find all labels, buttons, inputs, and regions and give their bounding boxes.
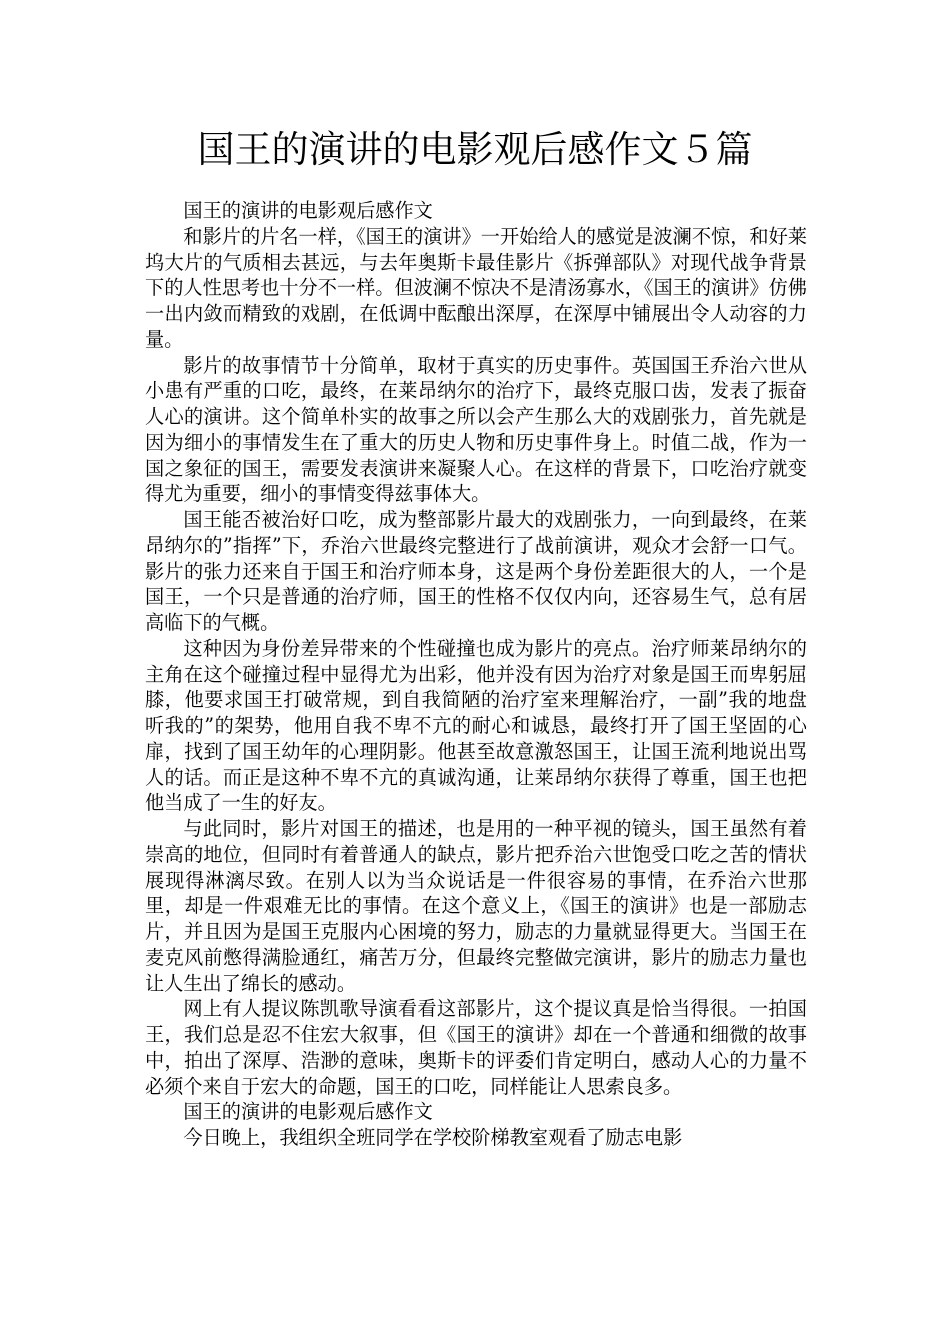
document-title: 国王的演讲的电影观后感作文５篇 [197, 128, 753, 171]
section-heading: 国王的演讲的电影观后感作文 [183, 199, 433, 222]
paragraph: 国王能否被治好口吃，成为整部影片最大的戏剧张力，一向到最终，在莱昂纳尔的”指挥”下，乔治六世最终完整进行了战前演讲，观众才会舒一口气。影片的张力还来自于国王和治疗师本身，这是两个身份差距很大的人，一个是国王，一个只是普通的治疗师，国王的性格不仅仅内向，还容易生气，总有居高临下的气概。 [145, 508, 807, 634]
paragraph: 网上有人提议陈凯歌导演看看这部影片，这个提议真是恰当得很。一拍国王，我们总是忍不住宏大叙事，但《国王的演讲》却在一个普通和细微的故事中，拍出了深厚、浩渺的意味，奥斯卡的评委们肯定明白，感动人心的力量不必须个来自于宏大的命题，国王的口吃，同样能让人思索良多。 [145, 997, 807, 1098]
section-heading: 国王的演讲的电影观后感作文 [183, 1100, 433, 1124]
paragraph: 与此同时，影片对国王的描述，也是用的一种平视的镜头，国王虽然有着崇高的地位，但同时有着普通人的缺点，影片把乔治六世饱受口吃之苦的情状展现得淋漓尽致。在别人以为当众说话是一件很容易的事情，在乔治六世那里，却是一件艰难无比的事情。在这个意义上，《国王的演讲》也是一部励志片，并且因为是国王克服内心困境的努力，励志的力量就显得更大。当国王在麦克风前憋得满脸通红，痛苦万分，但最终完整做完演讲，影片的励志力量也让人生出了绵长的感动。 [145, 817, 807, 995]
paragraph: 和影片的片名一样，《国王的演讲》一开始给人的感觉是波澜不惊，和好莱坞大片的气质相去甚远，与去年奥斯卡最佳影片《拆弹部队》对现代战争背景下的人性思考也十分不一样。但波澜不惊决不是清汤寡水，《国王的演讲》仿佛一出内敛而精致的戏剧，在低调中酝酿出深厚，在深厚中铺展出令人动容的力量。 [145, 224, 807, 351]
paragraph: 这种因为身份差异带来的个性碰撞也成为影片的亮点。治疗师莱昂纳尔的主角在这个碰撞过程中显得尤为出彩，他并没有因为治疗对象是国王而卑躬屈膝，他要求国王打破常规，到自我简陋的治疗室来理解治疗，一副”我的地盘听我的”的架势，他用自我不卑不亢的耐心和诚恳，最终打开了国王坚固的心扉，找到了国王幼年的心理阴影。他甚至故意激怒国王，让国王流利地说出骂人的话。而正是这种不卑不亢的真诚沟通，让莱昂纳尔获得了尊重，国王也把他当成了一生的好友。 [145, 636, 807, 815]
document-body [145, 198, 807, 1151]
paragraph: 今日晚上，我组织全班同学在学校阶梯教室观看了励志电影 [183, 1126, 683, 1149]
paragraph: 影片的故事情节十分简单，取材于真实的历史事件。英国国王乔治六世从小患有严重的口吃，最终，在莱昂纳尔的治疗下，最终克服口齿，发表了振奋人心的演讲。这个简单朴实的故事之所以会产生那么大的戏剧张力，首先就是因为细小的事情发生在了重大的历史人物和历史事件身上。时值二战，作为一国之象征的国王，需要发表演讲来凝聚人心。在这样的背景下，口吃治疗就变得尤为重要，细小的事情变得兹事体大。 [145, 353, 807, 506]
